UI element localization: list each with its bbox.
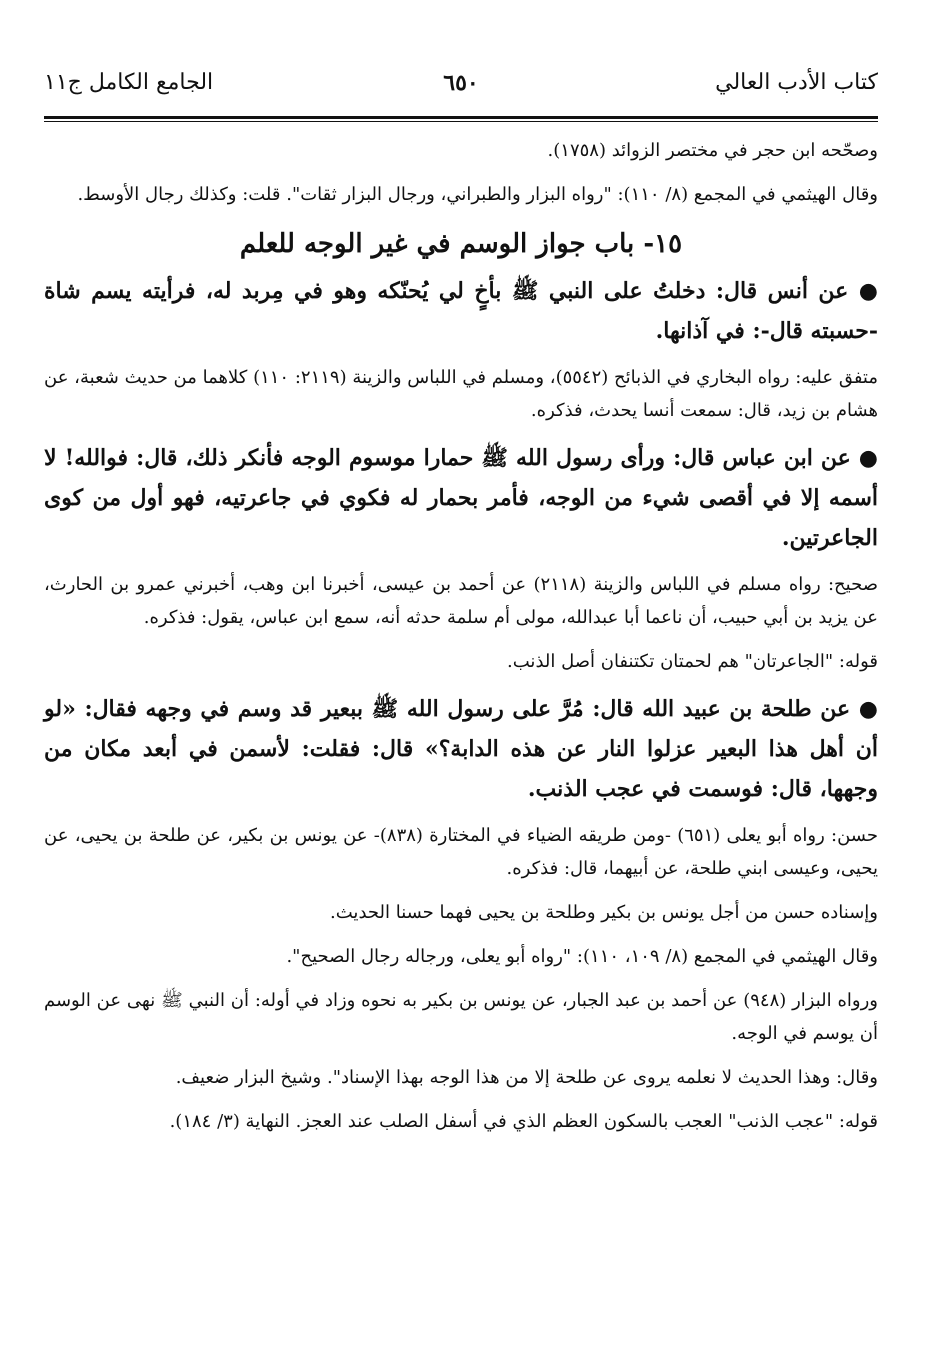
hadith-text: ● عن أنس قال: دخلتُ على النبي ﷺ بأخٍ لي يُحنّكه وهو في مِربد له، فرأيته يسم شاة -حسبته قال-: في آذانها. bbox=[44, 278, 878, 344]
paragraph: وقال الهيثمي في المجمع (٨/ ١١٠): "رواه البزار والطبراني، ورجال البزار ثقات". قلت: وكذلك رجال الأوسط. bbox=[77, 184, 878, 205]
paragraph: وصحّحه ابن حجر في مختصر الزوائد (١٧٥٨). bbox=[547, 140, 878, 161]
paragraph: قوله: "عجب الذنب" العجب بالسكون العظم الذي في أسفل الصلب عند العجز. النهاية (٣/ ١٨٤). bbox=[169, 1111, 878, 1132]
paragraph: قوله: "الجاعرتان" هم لحمتان تكتنفان أصل الذنب. bbox=[507, 651, 878, 672]
book-title: كتاب الأدب العالي bbox=[715, 70, 878, 95]
header-rule-thin bbox=[44, 121, 878, 122]
paragraph: ورواه البزار (٩٤٨) عن أحمد بن عبد الجبار، عن يونس بن بكير به نحوه وزاد في أوله: أن النبي ﷺ نهى عن الوسم أن يوسم في الوجه. bbox=[44, 990, 878, 1044]
volume-title: الجامع الكامل ج١١ bbox=[44, 70, 214, 95]
paragraph: وإسناده حسن من أجل يونس بن بكير وطلحة بن يحيى فهما حسنا الحديث. bbox=[330, 902, 878, 923]
page-header bbox=[44, 62, 878, 112]
paragraph: صحيح: رواه مسلم في اللباس والزينة (٢١١٨) عن أحمد بن عيسى، أخبرنا ابن وهب، أخبرني عمرو بن الحارث، عن يزيد بن أبي حبيب، أن ناعما أبا عبدالله، مولى أم سلمة حدثه أنه، سمع ابن عباس، يقول: فذكره. bbox=[44, 574, 879, 628]
header-rule bbox=[44, 116, 878, 119]
paragraph: وقال الهيثمي في المجمع (٨/ ١٠٩، ١١٠): "رواه أبو يعلى، ورجاله رجال الصحيح". bbox=[286, 946, 878, 967]
page-body bbox=[44, 134, 878, 1138]
paragraph: وقال: وهذا الحديث لا نعلمه يروى عن طلحة إلا من هذا الوجه بهذا الإسناد". وشيخ البزار ضعيف. bbox=[175, 1067, 878, 1088]
hadith-text: ● عن طلحة بن عبيد الله قال: مُرَّ على رسول الله ﷺ ببعير قد وسم في وجهه فقال: «لو أن أهل هذا البعير عزلوا النار عن هذه الدابة؟» قال: فقلت: لأسمن في أبعد مكان من وجهها، قال: فوسمت في عجب الذنب. bbox=[44, 696, 878, 802]
paragraph: متفق عليه: رواه البخاري في الذبائح (٥٥٤٢)، ومسلم في اللباس والزينة (٢١١٩: ١١٠) كلاهما من حديث شعبة، عن هشام بن زيد، قال: سمعت أنسا يحدث، فذكره. bbox=[44, 367, 879, 421]
chapter-heading: ١٥- باب جواز الوسم في غير الوجه للعلم bbox=[239, 229, 683, 259]
hadith-text: ● عن ابن عباس قال: ورأى رسول الله ﷺ حمارا موسوم الوجه فأنكر ذلك، قال: فوالله! لا أسمه إلا في أقصى شيء من الوجه، فأمر بحمار له فكوي في جاعرتيه، فهو أول من كوى الجاعرتين. bbox=[44, 445, 878, 551]
page-number: ٦٥٠ bbox=[443, 70, 479, 96]
paragraph: حسن: رواه أبو يعلى (٦٥١) -ومن طريقه الضياء في المختارة (٨٣٨)- عن يونس بن بكير، عن طلحة بن يحيى، عن يحيى، وعيسى ابني طلحة، عن أبيهما، قال: فذكره. bbox=[44, 825, 878, 879]
